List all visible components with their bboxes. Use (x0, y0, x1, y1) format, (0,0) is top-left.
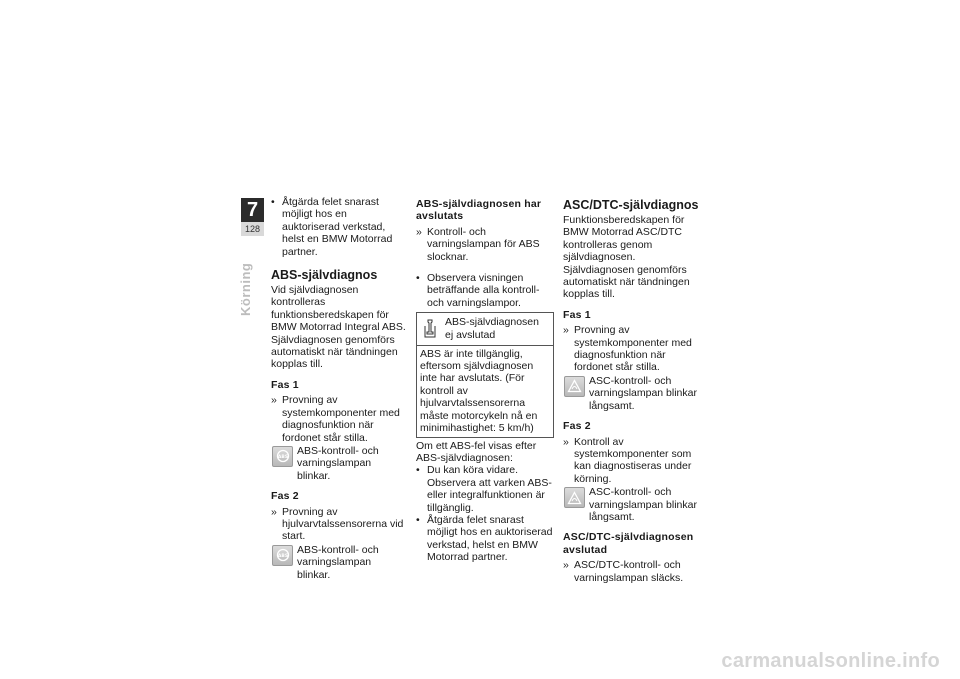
subheading: Fas 2 (271, 490, 299, 503)
bullet-icon: • (416, 464, 420, 477)
list-item: • Du kan köra vidare. Observera att varken ABS- eller integralfunktionen är tillgänglig. (416, 464, 552, 514)
step-arrow-icon: » (271, 394, 277, 407)
step-item: » Provning av systemkomponenter med diagnosfunktion när fordonet står stilla. (271, 394, 400, 444)
chapter-number: 7 (241, 198, 264, 222)
step-item: » Kontroll av systemkomponenter som kan diagnostiseras under körning. (563, 435, 692, 485)
svg-text:ABS: ABS (277, 455, 288, 461)
lamp-indicator: ABS ABS-kontroll- och varningslampan blinkar. (271, 445, 407, 482)
list-item: • Observera visningen beträffande alla kontroll- och varningslampor. (416, 272, 540, 309)
column-1 (271, 196, 407, 581)
asc-warning-lamp-icon (564, 376, 585, 397)
chapter-title: Körning (238, 262, 253, 316)
paragraph: Om ett ABS-fel visas efter ABS-självdiagnosen: (416, 439, 537, 464)
note-body: ABS är inte tillgänglig, eftersom självdiagnosen inte har avslutats. (För kontroll av hjulvarvtalssensorerna måste motorcykeln nå en minimihastighet: 5 km/h) (420, 347, 538, 435)
lamp-indicator: ASC-kontroll- och varningslampan blinkar långsamt. (563, 375, 703, 412)
subheading: ABS-självdiagnosen har avslutats (416, 198, 542, 223)
bullet-icon: • (271, 196, 275, 208)
list-item: • Åtgärda felet snarast möjligt hos en auktoriserad verkstad, helst en BMW Motorrad partner. (271, 196, 393, 258)
step-arrow-icon: » (563, 559, 569, 572)
list-item: • Åtgärda felet snarast möjligt hos en auktoriserad verkstad, helst en BMW Motorrad partner. (416, 513, 553, 564)
section-heading: ABS-självdiagnos (271, 268, 378, 283)
info-note-icon (423, 318, 437, 341)
svg-text:ABS: ABS (277, 554, 288, 560)
lamp-indicator: ABS ABS-kontroll- och varningslampan blinkar. (271, 544, 407, 581)
lamp-indicator: ASC-kontroll- och varningslampan blinkar långsamt. (563, 486, 703, 523)
column-2 (416, 196, 554, 564)
note-title: ABS-självdiagnosen ej avslutad (445, 316, 539, 341)
abs-warning-lamp-icon (272, 545, 293, 566)
subheading: Fas 1 (271, 378, 299, 391)
page-number: 128 (241, 222, 264, 236)
chapter-tab (241, 198, 264, 236)
step-arrow-icon: » (563, 324, 569, 337)
note-box (416, 312, 554, 437)
step-arrow-icon: » (416, 225, 422, 238)
step-arrow-icon: » (563, 435, 569, 448)
paragraph: Vid självdiagnosen kontrolleras funktionsberedskapen för BMW Motorrad Integral ABS. Självdiagnosen genomförs automatiskt när tändningen kopplas till. (271, 284, 406, 371)
step-item: » Kontroll- och varningslampan för ABS slocknar. (416, 225, 540, 263)
paragraph: Funktionsberedskapen för BMW Motorrad ASC/DTC kontrolleras genom självdiagnosen. Självdiagnosen genomförs automatiskt när tändningen kopplas till. (563, 214, 690, 301)
note-header (417, 313, 553, 345)
asc-warning-lamp-icon (564, 487, 585, 508)
section-heading: ASC/DTC-självdiagnos (563, 198, 699, 212)
column-3 (563, 196, 703, 584)
subheading: Fas 2 (563, 420, 591, 433)
step-item: » Provning av systemkomponenter med diagnosfunktion när fordonet står stilla. (563, 324, 692, 374)
subheading: ASC/DTC-självdiagnosen avslutad (563, 531, 694, 556)
subheading: Fas 1 (563, 308, 591, 321)
site-watermark: carmanualsonline.info (721, 650, 940, 672)
bullet-icon: • (416, 272, 420, 285)
step-item: » Provning av hjulvarvtalssensorerna vid start. (271, 505, 404, 543)
abs-warning-lamp-icon (272, 446, 293, 467)
bullet-icon: • (416, 513, 420, 526)
step-item: » ASC/DTC-kontroll- och varningslampan släcks. (563, 559, 684, 584)
step-arrow-icon: » (271, 505, 277, 518)
